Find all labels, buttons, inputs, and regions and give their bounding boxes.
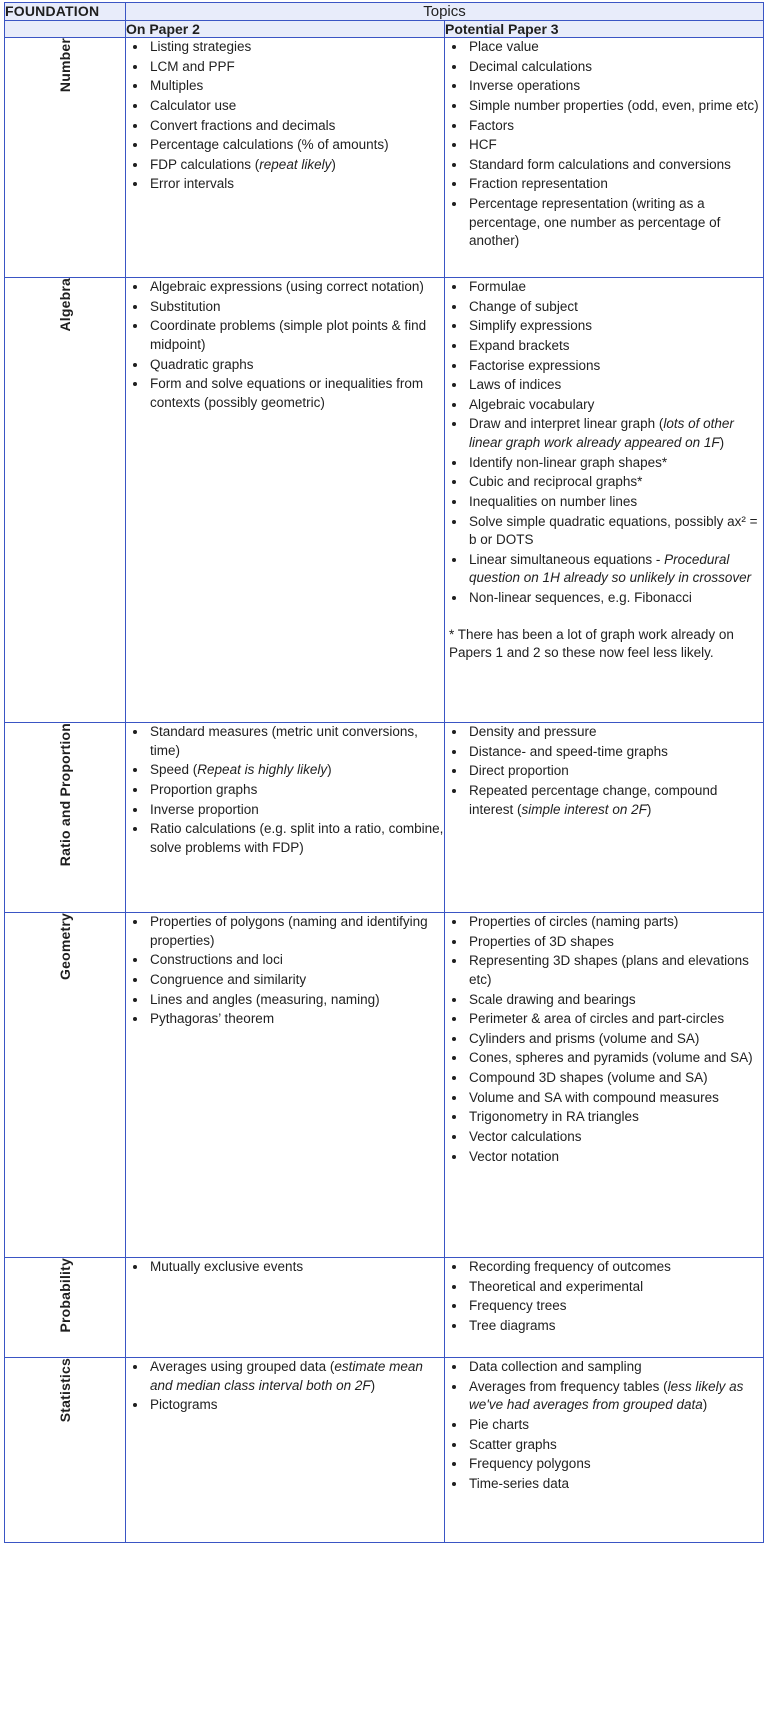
topic-item: • Percentage representation (writing as a percentage, one number as percentage of another) — [467, 195, 763, 251]
row-category-cell — [5, 1258, 126, 1358]
topic-item: • Representing 3D shapes (plans and elevations etc) — [467, 952, 763, 989]
topic-item: • Decimal calculations — [467, 58, 763, 77]
topic-item: • Cones, spheres and pyramids (volume and SA) — [467, 1049, 763, 1068]
topic-item: • Recording frequency of outcomes — [467, 1258, 763, 1277]
topic-item: • Non-linear sequences, e.g. Fibonacci — [467, 589, 763, 608]
topic-item: • Fraction representation — [467, 175, 763, 194]
topic-list — [445, 38, 763, 251]
topic-list — [445, 1258, 763, 1336]
header-blank-corner — [5, 21, 126, 38]
cell-potential-paper-3 — [445, 1358, 764, 1543]
topic-item: • Percentage calculations (% of amounts) — [148, 136, 444, 155]
topic-item: • Properties of circles (naming parts) — [467, 913, 763, 932]
cell-footnote: * There has been a lot of graph work already on Papers 1 and 2 so these now feel less likely. — [449, 626, 734, 661]
topic-item: • Repeated percentage change, compound interest (simple interest on 2F) — [467, 782, 763, 819]
topic-item: • Averages from frequency tables (less likely as we've had averages from grouped data) — [467, 1378, 763, 1415]
topic-item: • Vector calculations — [467, 1128, 763, 1147]
topic-list — [445, 913, 763, 1166]
topic-item: • Inverse proportion — [148, 801, 444, 820]
topic-item: • Data collection and sampling — [467, 1358, 763, 1377]
topic-item: • Listing strategies — [148, 38, 444, 57]
table-header — [5, 3, 764, 38]
topic-item: • Volume and SA with compound measures — [467, 1089, 763, 1108]
topic-item: • Lines and angles (measuring, naming) — [148, 991, 444, 1010]
row-category-label: Probability — [57, 1258, 73, 1333]
row-category-cell — [5, 913, 126, 1258]
topic-list — [126, 38, 444, 194]
topic-list — [126, 913, 444, 1029]
topic-item: • Inequalities on number lines — [467, 493, 763, 512]
topic-item: • Standard form calculations and conversions — [467, 156, 763, 175]
topic-item: • Inverse operations — [467, 77, 763, 96]
topic-item: • Convert fractions and decimals — [148, 117, 444, 136]
topic-item: • Time-series data — [467, 1475, 763, 1494]
row-category-cell — [5, 1358, 126, 1543]
topic-list — [445, 278, 763, 608]
topic-item: • Congruence and similarity — [148, 971, 444, 990]
topic-item: • Pie charts — [467, 1416, 763, 1435]
topic-item: • Theoretical and experimental — [467, 1278, 763, 1297]
topic-item: • Quadratic graphs — [148, 356, 444, 375]
header-foundation: FOUNDATION — [5, 3, 126, 21]
row-category-cell — [5, 38, 126, 278]
topic-item: • Proportion graphs — [148, 781, 444, 800]
header-row-secondary — [5, 21, 764, 38]
topic-list — [445, 723, 763, 819]
row-category-label: Geometry — [57, 913, 73, 980]
topic-item: • Vector notation — [467, 1148, 763, 1167]
topic-item: • Density and pressure — [467, 723, 763, 742]
topic-item: • Linear simultaneous equations - Procedural question on 1H already so unlikely in crossover — [467, 551, 763, 588]
cell-on-paper-2 — [126, 38, 445, 278]
topic-list — [126, 1258, 444, 1277]
topic-item: • Standard measures (metric unit conversions, time) — [148, 723, 444, 760]
header-row-primary — [5, 3, 764, 21]
table-row — [5, 1258, 764, 1358]
topic-item: • Compound 3D shapes (volume and SA) — [467, 1069, 763, 1088]
header-topics: Topics — [126, 3, 764, 21]
topic-item: • Factors — [467, 117, 763, 136]
topic-item: • LCM and PPF — [148, 58, 444, 77]
cell-on-paper-2 — [126, 1358, 445, 1543]
table-row — [5, 913, 764, 1258]
table-body — [5, 38, 764, 1543]
topic-item: • Algebraic vocabulary — [467, 396, 763, 415]
topic-item: • Properties of 3D shapes — [467, 933, 763, 952]
topic-item: • Tree diagrams — [467, 1317, 763, 1336]
topic-item: • Solve simple quadratic equations, possibly ax² = b or DOTS — [467, 513, 763, 550]
cell-on-paper-2 — [126, 723, 445, 913]
topic-item: • Trigonometry in RA triangles — [467, 1108, 763, 1127]
topic-list — [126, 278, 444, 412]
row-category-label: Number — [57, 38, 73, 93]
table-row — [5, 1358, 764, 1543]
topic-item: • Formulae — [467, 278, 763, 297]
topic-item: • Scale drawing and bearings — [467, 991, 763, 1010]
cell-on-paper-2 — [126, 1258, 445, 1358]
table-row — [5, 723, 764, 913]
cell-on-paper-2 — [126, 278, 445, 723]
topic-item: • Perimeter & area of circles and part-circles — [467, 1010, 763, 1029]
topic-item: • Multiples — [148, 77, 444, 96]
topic-item: • Frequency trees — [467, 1297, 763, 1316]
topic-item: • Direct proportion — [467, 762, 763, 781]
topic-item: • HCF — [467, 136, 763, 155]
topic-item: • Mutually exclusive events — [148, 1258, 444, 1277]
topic-item: • Place value — [467, 38, 763, 57]
topic-item: • Simple number properties (odd, even, prime etc) — [467, 97, 763, 116]
topic-item: • Factorise expressions — [467, 357, 763, 376]
topic-item: • Draw and interpret linear graph (lots of other linear graph work already appeared on 1F) — [467, 415, 763, 452]
row-category-cell — [5, 278, 126, 723]
topic-item: • Laws of indices — [467, 376, 763, 395]
cell-potential-paper-3 — [445, 723, 764, 913]
cell-potential-paper-3 — [445, 278, 764, 723]
cell-potential-paper-3 — [445, 913, 764, 1258]
topic-list — [126, 723, 444, 857]
cell-potential-paper-3 — [445, 38, 764, 278]
topic-item: • Error intervals — [148, 175, 444, 194]
header-col-on-paper-2: On Paper 2 — [126, 21, 445, 38]
topic-item: • Algebraic expressions (using correct notation) — [148, 278, 444, 297]
topic-item: • Simplify expressions — [467, 317, 763, 336]
topic-item: • Averages using grouped data (estimate mean and median class interval both on 2F) — [148, 1358, 444, 1395]
row-category-cell — [5, 723, 126, 913]
topic-item: • Scatter graphs — [467, 1436, 763, 1455]
topic-item: • Calculator use — [148, 97, 444, 116]
row-category-label: Statistics — [57, 1358, 73, 1423]
topic-item: • Constructions and loci — [148, 951, 444, 970]
topics-table — [4, 2, 764, 1543]
topic-item: • FDP calculations (repeat likely) — [148, 156, 444, 175]
cell-on-paper-2 — [126, 913, 445, 1258]
topic-item: • Cylinders and prisms (volume and SA) — [467, 1030, 763, 1049]
topic-list — [445, 1358, 763, 1493]
topic-item: • Pictograms — [148, 1396, 444, 1415]
table-row — [5, 278, 764, 723]
topic-item: • Properties of polygons (naming and identifying properties) — [148, 913, 444, 950]
topic-item: • Coordinate problems (simple plot points & find midpoint) — [148, 317, 444, 354]
header-col-potential-paper-3: Potential Paper 3 — [445, 21, 764, 38]
row-category-label: Algebra — [57, 278, 73, 332]
topic-item: • Speed (Repeat is highly likely) — [148, 761, 444, 780]
topic-item: • Ratio calculations (e.g. split into a ratio, combine, solve problems with FDP) — [148, 820, 444, 857]
topic-item: • Pythagoras’ theorem — [148, 1010, 444, 1029]
topic-item: • Expand brackets — [467, 337, 763, 356]
row-category-label: Ratio and Proportion — [57, 723, 73, 867]
topic-list — [126, 1358, 444, 1415]
topic-item: • Cubic and reciprocal graphs* — [467, 473, 763, 492]
table-row — [5, 38, 764, 278]
topic-item: • Substitution — [148, 298, 444, 317]
topic-item: • Identify non-linear graph shapes* — [467, 454, 763, 473]
cell-potential-paper-3 — [445, 1258, 764, 1358]
topic-item: • Change of subject — [467, 298, 763, 317]
topic-item: • Distance- and speed-time graphs — [467, 743, 763, 762]
topic-item: • Form and solve equations or inequalities from contexts (possibly geometric) — [148, 375, 444, 412]
topic-item: • Frequency polygons — [467, 1455, 763, 1474]
